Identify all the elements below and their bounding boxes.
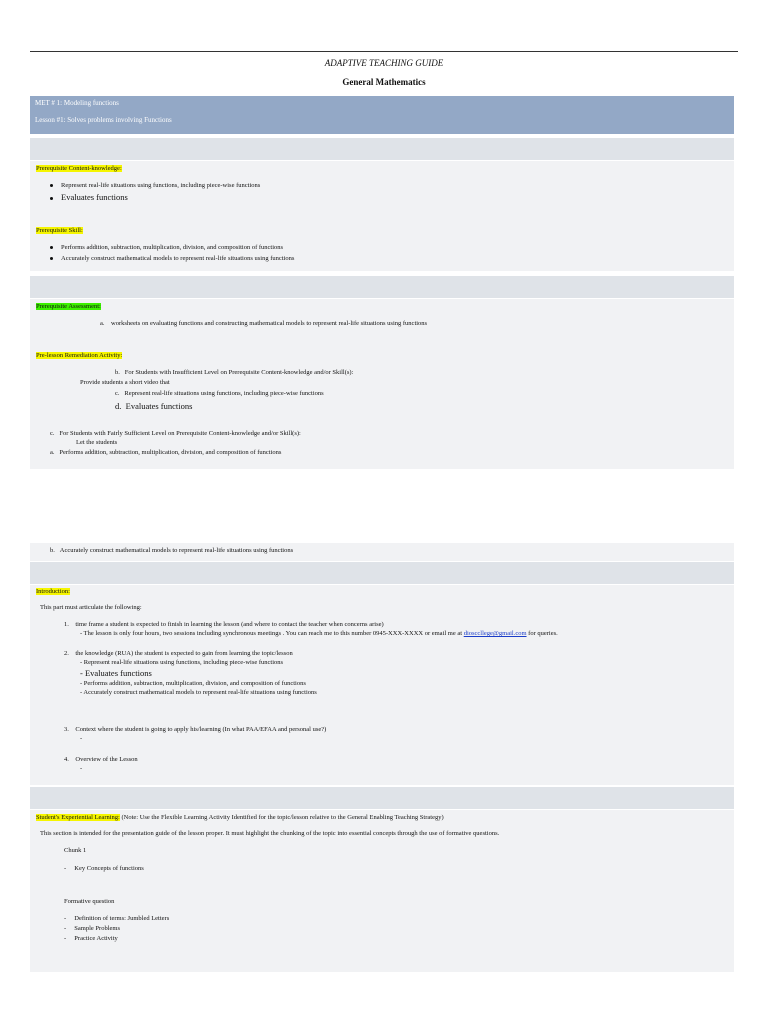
prereq-content-item-1: Represent real-life situations using functions, including piece-wise functions [50, 182, 260, 189]
intro-item-2-sub-2: - Evaluates functions [80, 668, 152, 678]
met-label: MET # 1: Modeling functions [35, 99, 119, 107]
prereq-skill-label: Prerequisite Skill: [36, 227, 83, 234]
prereq-skill-item-1: Performs addition, subtraction, multiplication, division, and composition of functions [50, 244, 283, 251]
remediation-b: b. For Students with Insufficient Level on Prerequisite Content-knowledge and/or Skill(s): [115, 369, 354, 376]
top-rule [30, 51, 738, 52]
assessment-section [30, 299, 734, 469]
remediation-a: a. Performs addition, subtraction, multiplication, division, and composition of functions [50, 449, 282, 456]
intro-item-4: 4. Overview of the Lesson [64, 756, 138, 763]
experiential-lead: This section is intended for the presentation guide of the lesson proper. It must highlight the chunking of the topic into essential concepts through the use of formative questions. [40, 830, 500, 837]
intro-item-2-sub-3: - Performs addition, subtraction, multiplication, division, and composition of functions [80, 680, 306, 687]
experiential-note: (Note: Use the Flexible Learning Activity Identified for the topic/lesson relative to the General Enabling Teaching Strategy) [119, 814, 444, 821]
document-subject: General Mathematics [342, 77, 426, 87]
remediation-label: Pre-lesson Remediation Activity: [36, 352, 123, 359]
chunk-label: Chunk 1 [64, 847, 87, 854]
prereq-assessment-label: Prerequisite Assessment: [36, 303, 101, 310]
band-3 [30, 562, 734, 584]
intro-item-1: 1. time frame a student is expected to finish in learning the lesson (and where to contact the teacher when concerns arise) [64, 621, 384, 628]
formative-item-1: - Definition of terms: Jumbled Letters [64, 915, 170, 922]
formative-item-3: - Practice Activity [64, 935, 118, 942]
chunk-item: - Key Concepts of functions [64, 865, 144, 872]
header-band [30, 96, 734, 134]
formative-item-2: - Sample Problems [64, 925, 120, 932]
remediation-c1: c. Represent real-life situations using functions, including piece-wise functions [115, 390, 324, 397]
intro-item-1-sub: - The lesson is only four hours, two sessions including synchronous meetings . You can reach me to this number 0945-XXX-XXXX or email me at diosccllege@gmail.com for queries. [80, 630, 558, 637]
intro-item-2-sub-4: - Accurately construct mathematical models to represent real-life situations using functions [80, 689, 317, 696]
continued-row [30, 543, 734, 561]
introduction-label: Introduction: [36, 588, 70, 595]
introduction-lead: This part must articulate the following: [40, 604, 142, 611]
assessment-item: a. worksheets on evaluating functions and constructing mathematical models to represent real-life situations using functions [100, 320, 428, 327]
experiential-section [30, 810, 734, 972]
remediation-b-sub: Provide students a short video that [80, 379, 170, 386]
prereq-section [30, 161, 734, 271]
email-link[interactable]: diosccllege@gmail.com [463, 630, 527, 637]
experiential-label: Student's Experiential Learning: [36, 814, 120, 821]
prereq-content-label: Prerequisite Content-knowledge: [36, 165, 122, 172]
band-4 [30, 787, 734, 809]
band-2 [30, 276, 734, 298]
band-1 [30, 138, 734, 160]
remediation-c2-sub: Let the students [76, 439, 118, 446]
intro-item-2-sub-1: - Represent real-life situations using functions, including piece-wise functions [80, 659, 284, 666]
lesson-label: Lesson #1: Solves problems involving Functions [35, 116, 172, 124]
experiential-heading [36, 814, 444, 821]
formative-label: Formative question [64, 898, 115, 905]
intro-item-2: 2. the knowledge (RUA) the student is expected to gain from learning the topic/lesson [64, 650, 293, 657]
introduction-section [30, 585, 734, 785]
prereq-content-item-2: Evaluates functions [50, 192, 128, 202]
continued-item: b. Accurately construct mathematical models to represent real-life situations using functions [50, 547, 294, 554]
remediation-d: d. Evaluates functions [115, 401, 193, 411]
intro-item-4-sub: - [80, 765, 83, 772]
prereq-skill-item-2: Accurately construct mathematical models to represent real-life situations using functions [50, 255, 294, 262]
remediation-c2: c. For Students with Fairly Sufficient Level on Prerequisite Content-knowledge and/or Skill(s): [50, 430, 301, 437]
document-title: ADAPTIVE TEACHING GUIDE [324, 58, 444, 68]
intro-item-3-sub: - [80, 735, 83, 742]
intro-item-3: 3. Context where the student is going to apply his/learning (In what PAA/EFAA and personal use?) [64, 726, 327, 733]
